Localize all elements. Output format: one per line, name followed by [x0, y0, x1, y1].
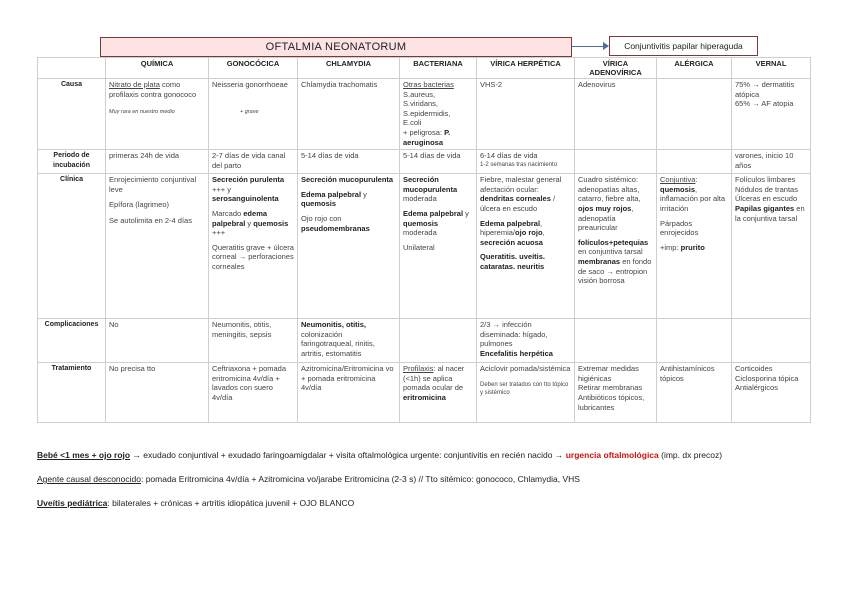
- text: +imp:: [660, 242, 681, 252]
- text: Epífora (lagrimeo): [109, 200, 170, 210]
- row-label-incubacion: Periodo de incubación: [38, 150, 106, 174]
- text: +++ y: [212, 184, 231, 194]
- text: 75% → dermatitis atópica: [735, 80, 795, 99]
- text: edema palpebral: [212, 208, 268, 228]
- text: dendritas corneales: [480, 194, 551, 204]
- text: , hiperemia/: [480, 218, 543, 238]
- text: Papilas gigantes: [735, 203, 795, 213]
- text: Antialérgicos: [735, 383, 778, 393]
- cell-trat-quimica: No precisa tto: [106, 363, 209, 423]
- text: 2/3 → infección diseminada: hígado, pulmones: [480, 320, 548, 349]
- row-label-clinica: Clínica: [38, 174, 106, 319]
- header-quimica: QUÍMICA: [106, 58, 209, 79]
- text: Secreción mucopurulenta: [301, 175, 394, 185]
- cell-inc-chlam: 5-14 días de vida: [298, 150, 400, 174]
- text: quemosis: [301, 199, 337, 209]
- text: en conjuntiva tarsal: [578, 247, 643, 257]
- text: Uveítis pediátrica: [37, 498, 108, 508]
- text: + peligrosa:: [403, 127, 445, 137]
- text: Neumonitis, otitis,: [301, 320, 367, 330]
- cell-trat-bact: [400, 363, 477, 423]
- text: Edema palpebral: [480, 218, 541, 228]
- cell-comp-quimica: No: [106, 319, 209, 363]
- text: 6-14 días de vida: [480, 151, 538, 161]
- cell-clin-vernal: [732, 174, 811, 319]
- text: membranas: [578, 256, 621, 266]
- text: y: [245, 218, 254, 228]
- text: :: [695, 175, 698, 185]
- row-causa: [38, 79, 811, 150]
- cell-comp-alerg: [657, 319, 732, 363]
- text: quemosis: [660, 184, 696, 194]
- text: / úlcera en escudo: [480, 194, 556, 213]
- row-complicaciones: [38, 319, 811, 363]
- cell-causa-herp: VHS-2: [477, 79, 575, 150]
- cell-comp-chlam: [298, 319, 400, 363]
- text: Cuadro sistémico: adenopatías altas, catarro, fiebre alta,: [578, 175, 641, 204]
- cell-inc-herp: [477, 150, 575, 174]
- text: S.aureus,: [403, 89, 436, 99]
- text: , adenopatía preauricular: [578, 203, 634, 233]
- row-label-causa: Causa: [38, 79, 106, 150]
- cell-inc-alerg: [657, 150, 732, 174]
- side-note: Conjuntivitis papilar hiperaguda: [609, 36, 758, 56]
- row-label-tratamiento: Tratamiento: [38, 363, 106, 423]
- text: Otras bacterias: [403, 80, 454, 89]
- text: Se autolimita en 2-4 días: [109, 215, 192, 225]
- header-bacteriana: BACTERIANA: [400, 58, 477, 79]
- cell-inc-adeno: [575, 150, 657, 174]
- note-agente: [37, 474, 580, 484]
- text: Deben ser tratados con tto tópico y sistémico: [480, 381, 569, 396]
- text: Antibióticos tópicos, lubricantes: [578, 392, 645, 412]
- cell-trat-vernal: [732, 363, 811, 423]
- cell-causa-bact: [400, 79, 477, 150]
- text: en la conjuntiva tarsal: [735, 203, 805, 223]
- text: quemosis: [403, 218, 439, 228]
- text: ojos muy rojos: [578, 203, 632, 213]
- text: prurito: [680, 242, 705, 252]
- text: Secreción mucopurulenta: [403, 175, 458, 194]
- text: moderada: [403, 228, 437, 238]
- cell-clin-gono: [209, 174, 298, 319]
- text: Edema palpebral: [301, 189, 362, 199]
- text: en fondo de saco → entropion: [578, 256, 652, 276]
- cell-causa-chlam: Chlamydia trachomatis: [298, 79, 400, 150]
- text: Extremar medidas higiénicas: [578, 364, 639, 383]
- text: + grave: [240, 108, 259, 115]
- text: eritromicina: [403, 392, 446, 402]
- text: S.epidermidis,: [403, 108, 451, 118]
- text: Ciclosporina tópica: [735, 373, 799, 383]
- text: Retirar membranas: [578, 383, 643, 393]
- text: Marcado: [212, 208, 244, 218]
- text: 65% → AF atopia: [735, 99, 794, 109]
- cell-causa-quimica: [106, 79, 209, 150]
- text: moderada: [403, 194, 437, 204]
- cell-inc-quimica: primeras 24h de vida: [106, 150, 209, 174]
- cell-causa-alerg: [657, 79, 732, 150]
- text: Unilateral: [403, 242, 435, 252]
- text: Párpados enrojecidos: [660, 218, 699, 238]
- text: pseudomembranas: [301, 223, 370, 233]
- text: ,: [542, 228, 545, 238]
- cell-clin-herp: [477, 174, 575, 319]
- note-uveitis: [37, 498, 354, 508]
- cell-causa-adeno: Adenovirus: [575, 79, 657, 150]
- cell-clin-alerg: [657, 174, 732, 319]
- cell-causa-vernal: [732, 79, 811, 150]
- text: Conjuntiva: [660, 175, 696, 185]
- comparison-table: [37, 57, 811, 423]
- header-gonococica: GONOCÓCICA: [209, 58, 298, 79]
- cell-trat-herp: [477, 363, 575, 423]
- text: Secreción purulenta: [212, 175, 285, 185]
- row-incubacion: [38, 150, 811, 174]
- text: serosanguinolenta: [212, 194, 279, 204]
- header-chlamydia: CHLAMYDIA: [298, 58, 400, 79]
- text: , inflamación por alta irritación: [660, 184, 726, 213]
- text: colonización faringotraqueal, rinitis, artritis, estomatitis: [301, 329, 375, 358]
- text: : al nacer (<1h) se aplica pomada ocular de: [403, 364, 465, 393]
- cell-trat-chlam: Azitromicina/Eritromicina vo + pomada eritromicina 4v/día: [298, 363, 400, 423]
- cell-comp-bact: [400, 319, 477, 363]
- cell-clin-bact: [400, 174, 477, 319]
- note-bebe: [37, 450, 722, 460]
- text: folículos+petequias: [578, 237, 649, 247]
- text: +++: [212, 228, 226, 238]
- cell-trat-adeno: [575, 363, 657, 423]
- cell-clin-quimica: [106, 174, 209, 319]
- text: y: [463, 208, 469, 218]
- row-tratamiento: [38, 363, 811, 423]
- text: Bebé <1 mes + ojo rojo: [37, 450, 131, 460]
- header-virica-adenovirica: VÍRICA ADENOVÍRICA: [575, 58, 657, 79]
- text: → exudado conjuntival + exudado faringoamigdalar + visita oftalmológica urgente: conjuntivitis en recién nacido →: [130, 450, 566, 460]
- cell-inc-vernal: varones, inicio 10 años: [732, 150, 811, 174]
- text: P. aeruginosa: [403, 127, 451, 147]
- text: Queratitis. uveítis. cataratas. neuritis: [480, 252, 546, 271]
- text: Fiebre, malestar general: [480, 175, 562, 185]
- text: Profilaxis: [403, 364, 434, 374]
- text: Muy rara en nuestro medio: [109, 108, 175, 115]
- text: ojo rojo: [515, 228, 543, 238]
- cell-comp-gono: Neumonitis, otitis, meningitis, sepsis: [209, 319, 298, 363]
- header-empty: [38, 58, 106, 79]
- urgent-text: urgencia oftalmológica: [565, 450, 659, 460]
- text: Encefalitis herpética: [480, 348, 553, 358]
- cell-trat-alerg: Antihistamínicos tópicos: [657, 363, 732, 423]
- header-row: [38, 58, 811, 79]
- text: afectación ocular:: [480, 184, 539, 194]
- text: : pomada Eritromicina 4v/día + Azitromicina vo/jarabe Eritromicina (2-3 s) // Tto sitémico: gonococo, Chlamydia, VHS: [140, 474, 580, 484]
- text: secreción acuosa: [480, 237, 543, 247]
- text: : bilaterales + crónicas + artritis idiopática juvenil + OJO BLANCO: [107, 498, 355, 508]
- header-virica-herpetica: VÍRICA HERPÉTICA: [477, 58, 575, 79]
- row-label-complicaciones: Complicaciones: [38, 319, 106, 363]
- cell-causa-gono: [209, 79, 298, 150]
- text: (imp. dx precoz): [658, 450, 723, 460]
- text: E.coli: [403, 118, 422, 128]
- header-alergica: ALÉRGICA: [657, 58, 732, 79]
- cell-inc-gono: 2-7 días de vida canal del parto: [209, 150, 298, 174]
- text: Nódulos de trantas: [735, 184, 798, 194]
- text: Agente causal desconocido: [37, 474, 141, 484]
- text: Úlceras en escudo: [735, 194, 798, 204]
- cell-clin-chlam: [298, 174, 400, 319]
- page-title: OFTALMIA NEONATORUM: [100, 37, 572, 57]
- cell-comp-herp: [477, 319, 575, 363]
- text: visión borrosa: [578, 276, 625, 286]
- cell-inc-bact: 5-14 días de vida: [400, 150, 477, 174]
- text: Neisseria gonorrhoeae: [212, 80, 288, 89]
- text: Ojo rojo con: [301, 213, 342, 223]
- cell-clin-adeno: [575, 174, 657, 319]
- row-clinica: [38, 174, 811, 319]
- text: quemosis: [253, 218, 289, 228]
- text: Folículos limbares: [735, 175, 796, 185]
- header-vernal: VERNAL: [732, 58, 811, 79]
- text: Queratitis grave + úlcera corneal → perforaciones corneales: [212, 242, 294, 271]
- text: 1-2 semanas tras nacimiento: [480, 161, 558, 168]
- text: Edema palpebral: [403, 208, 464, 218]
- text: como profilaxis contra gonococo: [109, 80, 197, 99]
- cell-comp-vernal: [732, 319, 811, 363]
- text: Enrojecimiento conjuntival leve: [109, 175, 197, 194]
- text: y: [361, 189, 367, 199]
- text: Corticoides: [735, 364, 773, 374]
- text: Aciclovir pomada/sistémica: [480, 364, 571, 374]
- text: S.viridans,: [403, 99, 439, 109]
- cell-trat-gono: Ceftriaxona + pomada eritromicina 4v/día + lavados con suero 4v/día: [209, 363, 298, 423]
- cell-comp-adeno: [575, 319, 657, 363]
- text: Nitrato de plata: [109, 80, 160, 89]
